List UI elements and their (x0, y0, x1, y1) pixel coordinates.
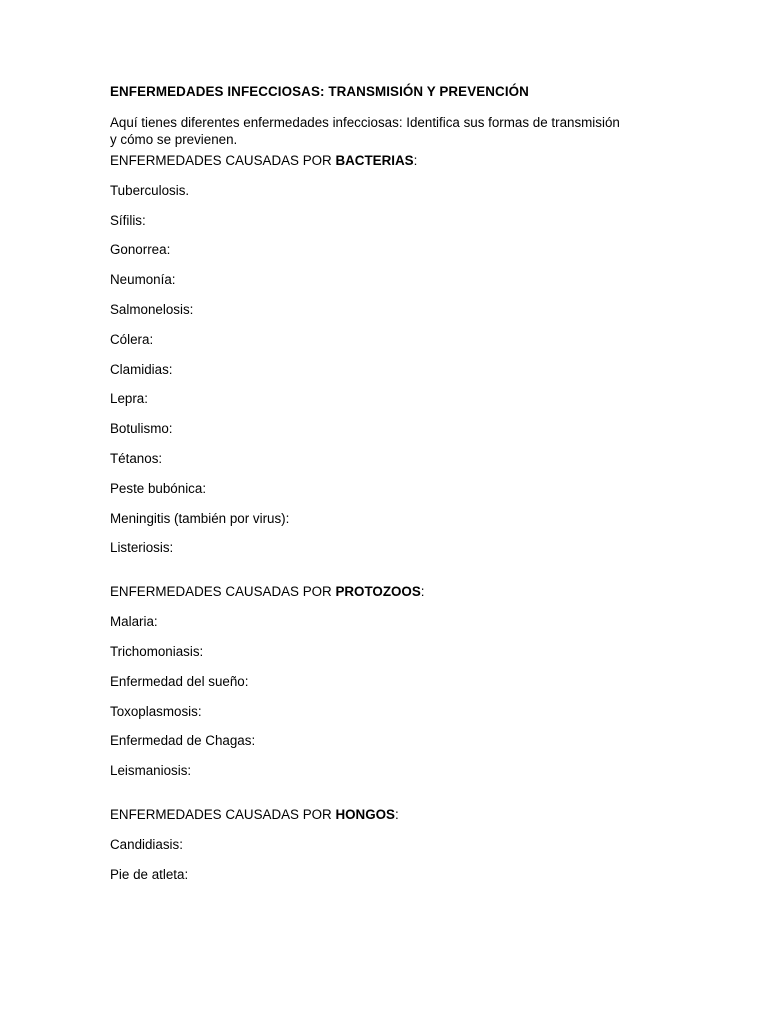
disease-item: Botulismo: (110, 421, 173, 437)
disease-item: Meningitis (también por virus): (110, 510, 290, 526)
section-heading-suffix: : (420, 584, 425, 600)
disease-item: Gonorrea: (110, 242, 171, 258)
disease-item: Listeriosis: (110, 540, 174, 556)
disease-item: Enfermedad de Chagas: (110, 733, 256, 749)
section-heading-agent: BACTERIAS (335, 153, 414, 168)
disease-item: Leismaniosis: (110, 763, 192, 779)
disease-item: Malaria: (110, 614, 158, 630)
disease-item: Enfermedad del sueño: (110, 673, 249, 689)
intro-line-1: Aquí tienes diferentes enfermedades infecciosas: Identifica sus formas de transmisión (110, 115, 620, 130)
section-heading-suffix: : (394, 807, 399, 823)
disease-item: Peste bubónica: (110, 480, 207, 496)
disease-item: Salmonelosis: (110, 301, 194, 317)
section-heading-agent: HONGOS (335, 807, 395, 823)
disease-item: Cólera: (110, 331, 154, 347)
section-heading (110, 807, 670, 823)
document-title: ENFERMEDADES INFECCIOSAS: TRANSMISIÓN Y PREVENCIÓN (110, 84, 529, 99)
section-spacer (110, 556, 670, 584)
disease-item: Clamidias: (110, 361, 173, 377)
intro-paragraph (110, 114, 660, 148)
section-spacer (110, 779, 670, 807)
intro-line-2: y cómo se previenen. (110, 132, 238, 147)
disease-item: Lepra: (110, 391, 148, 407)
disease-section (110, 807, 670, 883)
disease-item: Pie de atleta: (110, 866, 189, 882)
disease-list (110, 183, 670, 557)
disease-item: Trichomoniasis: (110, 643, 204, 659)
section-heading-prefix: ENFERMEDADES CAUSADAS POR (110, 807, 336, 823)
disease-item: Tétanos: (110, 450, 163, 466)
document-content (110, 84, 670, 883)
section-heading-agent: PROTOZOOS (335, 584, 421, 600)
disease-item: Tuberculosis. (110, 182, 190, 198)
disease-item: Candidiasis: (110, 836, 183, 852)
disease-item: Sífilis: (110, 212, 146, 228)
sections-container (110, 153, 670, 883)
section-heading-prefix: ENFERMEDADES CAUSADAS POR (110, 584, 336, 600)
disease-section (110, 153, 670, 556)
section-heading (110, 584, 670, 600)
section-heading-prefix: ENFERMEDADES CAUSADAS POR (110, 153, 336, 168)
disease-item: Toxoplasmosis: (110, 703, 202, 719)
section-heading (110, 153, 670, 169)
section-heading-suffix: : (413, 153, 418, 168)
disease-section (110, 584, 670, 779)
disease-list (110, 837, 670, 883)
disease-list (110, 614, 670, 779)
disease-item: Neumonía: (110, 272, 176, 288)
